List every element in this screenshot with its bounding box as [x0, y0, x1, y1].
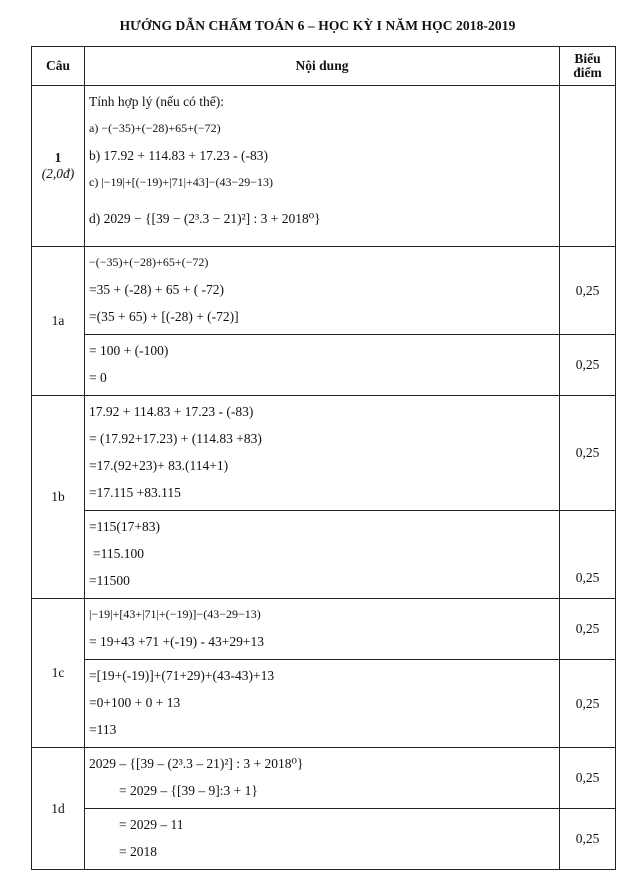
problem-line: d) 2029 − {[39 − (2³.3 − 21)²] : 3 + 2018⁰}: [89, 211, 321, 226]
solution-line: =17.(92+23)+ 83.(114+1): [89, 458, 229, 473]
question-number: 1: [54, 150, 62, 165]
score-cell-empty: [560, 86, 616, 247]
question-1-cell: [32, 86, 85, 247]
table-row: [32, 335, 616, 396]
header-bieu: Biểu: [574, 51, 601, 66]
score-1a-1: 0,25: [560, 247, 616, 335]
solution-line: = 2018: [119, 844, 157, 859]
table-row: [32, 396, 616, 511]
part-label-1b: 1b: [32, 396, 85, 599]
table-row: [32, 511, 616, 599]
solution-1b-step1: [85, 396, 560, 511]
solution-1d-step2: [85, 809, 560, 870]
solution-line: −(−35)+(−28)+65+(−72): [89, 255, 209, 269]
solution-line: = 2029 – {[39 – 9]:3 + 1}: [119, 783, 258, 798]
solution-line: = 19+43 +71 +(-19) - 43+29+13: [89, 634, 265, 649]
part-label-1d: 1d: [32, 748, 85, 870]
part-label-1c: 1c: [32, 599, 85, 748]
solution-line: =113: [89, 722, 117, 737]
solution-1a-step2: [85, 335, 560, 396]
solution-line: 2029 – {[39 – (2³.3 – 21)²] : 3 + 2018⁰}: [89, 756, 304, 771]
header-cau: Câu: [32, 47, 85, 86]
solution-line: =115(17+83): [89, 519, 160, 534]
header-bieu-diem: [560, 47, 616, 86]
problem-line: Tính hợp lý (nếu có thể):: [89, 94, 224, 109]
header-diem: điểm: [573, 65, 602, 80]
table-row: [32, 660, 616, 748]
score-1c-2: 0,25: [560, 660, 616, 748]
score-1d-2: 0,25: [560, 809, 616, 870]
solution-line: =115.100: [93, 546, 144, 561]
table-row: [32, 86, 616, 247]
table-row: [32, 247, 616, 335]
page-title: HƯỚNG DẪN CHẤM TOÁN 6 – HỌC KỲ I NĂM HỌC 2018-2019: [119, 18, 516, 33]
score-1d-1: 0,25: [560, 748, 616, 809]
question-1-content: [85, 86, 560, 247]
score-1b-1: 0,25: [560, 396, 616, 511]
grading-table: [31, 46, 616, 870]
table-header-row: [32, 47, 616, 86]
solution-line: |−19|+[43+|71|+(−19)]−(43−29−13): [89, 607, 261, 621]
solution-line: = 100 + (-100): [89, 343, 169, 358]
solution-1c-step2: [85, 660, 560, 748]
solution-line: =17.115 +83.115: [89, 485, 181, 500]
solution-line: =0+100 + 0 + 13: [89, 695, 181, 710]
question-points: (2,0đ): [41, 166, 75, 181]
header-noi-dung: Nội dung: [85, 47, 560, 86]
part-label-1a: 1a: [32, 247, 85, 396]
solution-line: =11500: [89, 573, 130, 588]
problem-line: a) −(−35)+(−28)+65+(−72): [89, 121, 221, 135]
solution-line: = (17.92+17.23) + (114.83 +83): [89, 431, 262, 446]
solution-line: =(35 + 65) + [(-28) + (-72)]: [89, 309, 239, 324]
solution-line: =35 + (-28) + 65 + ( -72): [89, 282, 225, 297]
table-row: [32, 809, 616, 870]
solution-1b-step2: [85, 511, 560, 599]
solution-line: = 0: [89, 370, 107, 385]
score-1c-1: 0,25: [560, 599, 616, 660]
solution-line: =[19+(-19)]+(71+29)+(43-43)+13: [89, 668, 275, 683]
solution-1c-step1: [85, 599, 560, 660]
solution-1a-step1: [85, 247, 560, 335]
score-1a-2: 0,25: [560, 335, 616, 396]
solution-line: = 2029 – 11: [119, 817, 184, 832]
solution-1d-step1: [85, 748, 560, 809]
table-row: [32, 748, 616, 809]
solution-line: 17.92 + 114.83 + 17.23 - (-83): [89, 404, 254, 419]
score-1b-2: 0,25: [560, 511, 616, 599]
problem-line: c) |−19|+[(−19)+|71|+43]−(43−29−13): [89, 175, 274, 189]
problem-line: b) 17.92 + 114.83 + 17.23 - (-83): [89, 148, 268, 163]
table-row: [32, 599, 616, 660]
